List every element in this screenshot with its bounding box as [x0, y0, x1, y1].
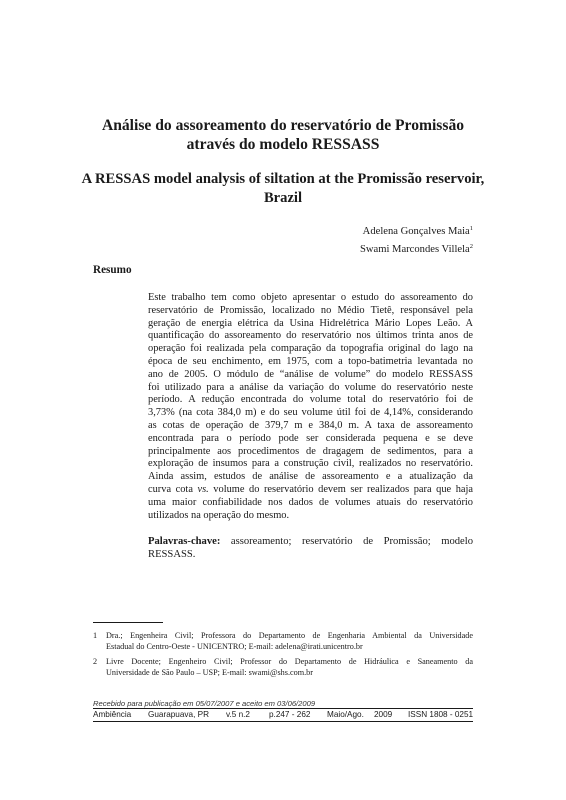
footnote-line: Dra.; Engenheira Civil; Professora do Departamento de Engenharia Ambiental da Universidade	[106, 631, 473, 640]
author	[360, 221, 473, 239]
footnote-line: Universidade de São Paulo – USP; E-mail: swami@shs.com.br	[106, 668, 313, 678]
author-name: Swami Marcondes Villela	[359, 244, 470, 255]
abstract-line: reservatório de Promissão, localizado no Médio Tietê, responsável pela	[148, 304, 473, 316]
received-note: Recebido para publicação em 05/07/2007 e aceito em 03/06/2009	[93, 699, 316, 708]
abstract-line: geração de energia elétrica da Usina Hidrelétrica Mário Lopes Leão. A	[148, 317, 473, 329]
abstract-line: época de seu enchimento, em 1975, com a topo-batimetria levantada no	[148, 355, 473, 367]
keywords-line	[148, 535, 473, 548]
title-portuguese	[60, 116, 506, 154]
title-pt-line: Análise do assoreamento do reservatório de Promissão	[101, 117, 465, 134]
abstract-line: 3,73% (na cota 384,0 m) e do seu volume útil foi de 4,14%, considerando	[148, 407, 473, 419]
footer-journal: Ambiência	[93, 710, 132, 719]
abstract-line	[148, 484, 473, 497]
abstract-line: uma maior confiabilidade nos dados de volumes atuais do reservatório	[148, 496, 473, 508]
footnote-text	[106, 630, 473, 653]
footer-top-rule	[93, 708, 473, 709]
author-footnote-mark: 1	[469, 225, 473, 232]
footnote-text	[106, 656, 473, 679]
abstract-line: exploração de insumos para a construção civil, realizados no reservatório.	[148, 458, 473, 470]
abstract-line: foi utilizado para a análise da variação do volume do reservatório neste	[148, 381, 473, 393]
keywords-line: RESSASS.	[148, 549, 196, 561]
abstract-line: período. A redução encontrada do volume total do reservatório foi de	[148, 394, 473, 406]
abstract-line-part: volume do reservatório devem ser realizados para que haja	[208, 483, 473, 495]
footnote	[93, 656, 473, 679]
abstract-line: quantificação do assoreamento do reservatório nos últimos trinta anos de	[148, 330, 473, 342]
title-english	[60, 170, 506, 208]
footer-bottom-rule	[93, 721, 473, 722]
footnote-number: 2	[93, 657, 98, 666]
footnote-separator	[93, 622, 163, 623]
footnote	[93, 630, 473, 653]
author-list	[360, 221, 473, 257]
abstract-line-part: curva cota	[148, 483, 198, 495]
footer-year: 2009	[374, 710, 393, 719]
footnote-number: 1	[93, 631, 98, 640]
abstract-line: Este trabalho tem como objeto apresentar o estudo do assoreamento do	[148, 292, 473, 303]
footer-volume: v.5 n.2	[226, 710, 250, 719]
abstract-line: utilizados na operação do mesmo.	[148, 509, 290, 521]
footnote-line: Livre Docente; Engenheiro Civil; Professor do Departamento de Hidráulica e Saneamento da	[106, 657, 473, 666]
abstract-body	[148, 292, 473, 522]
abstract-line: principalmente aos procedimentos de dragagem de sedimentos, para a	[148, 445, 473, 457]
keywords	[148, 535, 473, 562]
abstract-line-italic: vs.	[197, 483, 209, 495]
title-pt-line: através do modelo RESSASS	[186, 136, 380, 153]
footer-pages: p.247 - 262	[269, 710, 311, 719]
author-name: Adelena Gonçalves Maia	[362, 226, 470, 237]
keywords-label: Palavras-chave:	[148, 536, 221, 547]
footer-month: Maio/Ago.	[327, 710, 364, 719]
abstract-line: as cotas de operação de 379,7 m e 384,0 m. A taxa de assoreamento	[148, 419, 473, 431]
title-en-line: Brazil	[263, 190, 303, 206]
abstract-line: encontrada para o período pode ser considerada pequena e se deve	[148, 432, 473, 444]
keywords-text: assoreamento; reservatório de Promissão; modelo	[220, 536, 473, 547]
footer-city: Guarapuava, PR	[148, 710, 209, 719]
footer-issn: ISSN 1808 - 0251	[408, 710, 474, 719]
title-en-line: A RESSAS model analysis of siltation at the Promissão reservoir,	[81, 171, 485, 187]
footnote-line: Estadual do Centro-Oeste - UNICENTRO; E-mail: adelena@irati.unicentro.br	[106, 642, 363, 652]
abstract-line: Ainda assim, estudos de análise de assoreamento e a atualização da	[148, 471, 473, 483]
author	[360, 239, 473, 257]
abstract-line: ano de 2005. O módulo de “análise de volume” do modelo RESSASS	[148, 368, 473, 380]
abstract-heading: Resumo	[93, 264, 132, 276]
author-footnote-mark: 2	[469, 243, 473, 250]
abstract-line: operação foi realizada pela comparação da topografia original do lago na	[148, 343, 473, 355]
